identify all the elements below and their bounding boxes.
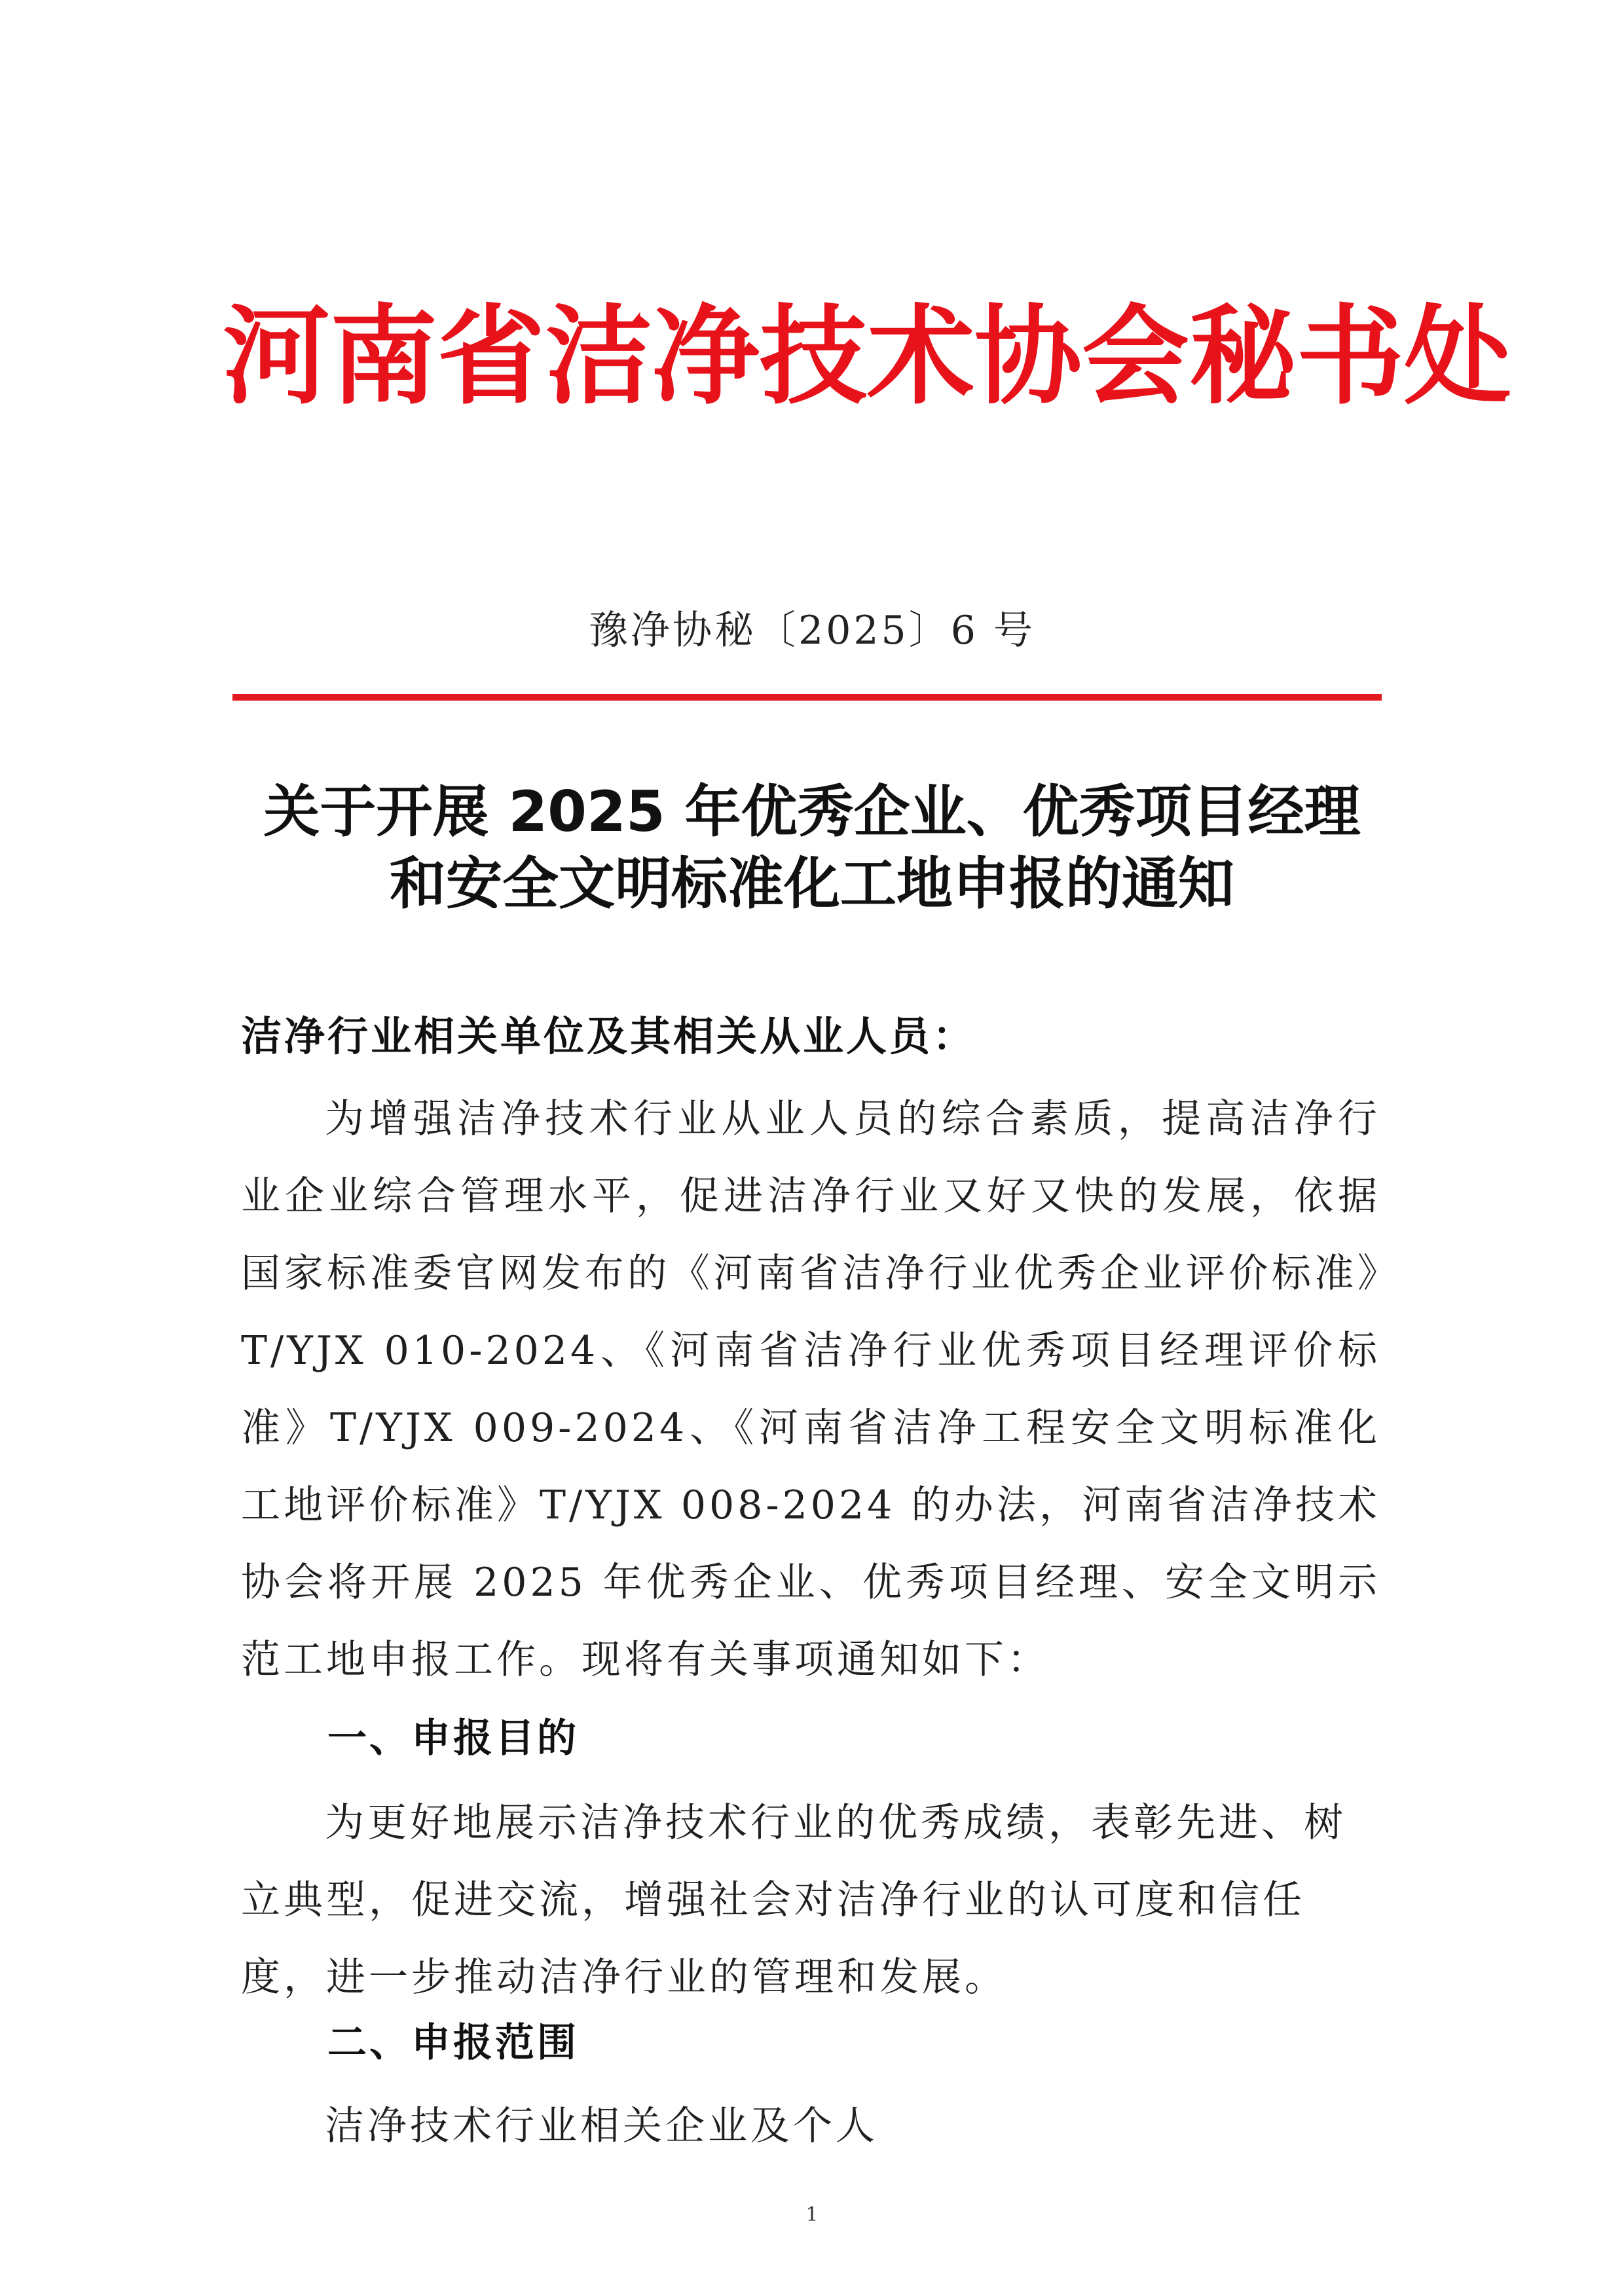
salutation: 洁净行业相关单位及其相关从业人员： [241, 1012, 976, 1060]
section-purpose-text: 为更好地展示洁净技术行业的优秀成绩，表彰先进、树立典型，促进交流，增强社会对洁净行业的认可度和信任度，进一步推动洁净行业的管理和发展。 [241, 1800, 1346, 2000]
notice-title [196, 776, 1428, 920]
section-scope-text: 洁净技术行业相关企业及个人 [325, 2103, 878, 2149]
section-heading-scope: 二、申报范围 [327, 2020, 579, 2066]
section-heading-purpose: 一、申报目的 [327, 1716, 579, 1761]
intro-paragraph: 为增强洁净技术行业从业人员的综合素质，提高洁净行业企业综合管理水平，促进洁净行业又好又快的发展，依据国家标准委官网发布的《河南省洁净行业优秀企业评价标准》T/YJX 010-2024、《河南省洁净行业优秀项目经理评价标准》T/YJX 009-2024、《河南省洁净工程安全文明标准化工地评价标准》T/YJX 008-2024 的办法，河南省洁净技术协会将开展 2025 年优秀企业、优秀项目经理、安全文明示范工地申报工作。现将有关事项通知如下： [241, 1096, 1380, 1683]
red-divider-rule [232, 694, 1382, 701]
page-number: 1 [805, 2203, 819, 2226]
document-number: 豫净协秘〔2025〕6 号 [589, 608, 1035, 653]
title-line-2: 和安全文明标准化工地申报的通知 [390, 851, 1234, 917]
org-masthead: 河南省洁净技术协会秘书处 [223, 294, 1512, 419]
title-line-1: 关于开展 2025 年优秀企业、优秀项目经理 [263, 779, 1361, 845]
